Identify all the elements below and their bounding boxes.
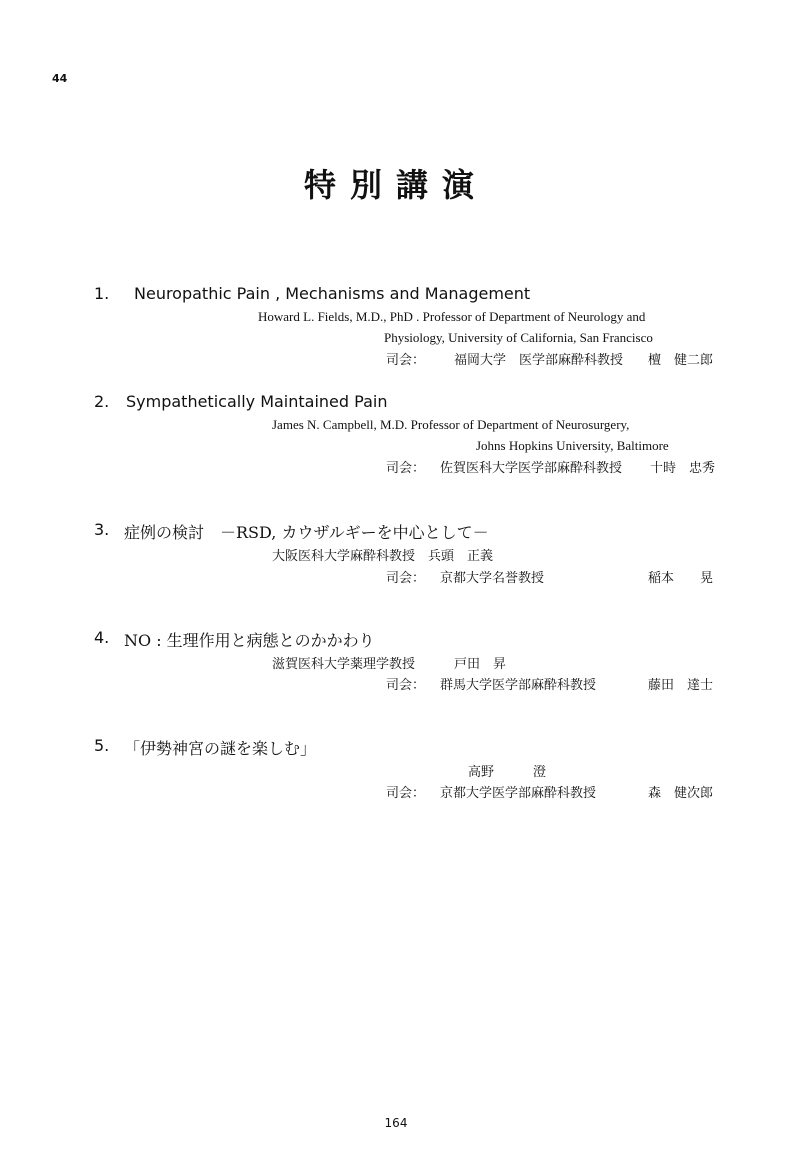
lecture-3-chair-name: 稲本 晃 — [648, 571, 714, 586]
lecture-1-number: 1. — [94, 284, 110, 303]
lecture-1-speaker-line2: Physiology, University of California, San Francisco — [384, 330, 653, 345]
lecture-1-title: Neuropathic Pain , Mechanisms and Management — [134, 284, 531, 303]
lecture-4-title: NO : 生理作用と病態とのかかわり — [124, 631, 375, 650]
lecture-5-chair-name: 森 健次郎 — [648, 786, 714, 801]
lecture-1-chair-affiliation: 福岡大学 医学部麻酔科教授 — [454, 353, 624, 368]
lecture-2-number: 2. — [94, 392, 110, 411]
lecture-3-chair-label: 司会： — [386, 571, 426, 586]
lecture-1-chair-label: 司会： — [386, 353, 426, 368]
lecture-2-title: Sympathetically Maintained Pain — [126, 392, 388, 411]
lecture-3-chair-affiliation: 京都大学名誉教授 — [440, 571, 545, 586]
lecture-4-number: 4. — [94, 628, 110, 647]
page-number-bottom: 164 — [384, 1116, 408, 1130]
lecture-4-chair-label: 司会： — [386, 678, 426, 693]
page-number-top: 44 — [52, 72, 68, 85]
lecture-2-speaker-line1: James N. Campbell, M.D. Professor of Department of Neurosurgery, — [272, 417, 630, 432]
lecture-3-number: 3. — [94, 520, 110, 539]
page-title: 特別講演 — [303, 166, 488, 204]
lecture-3-title: 症例の検討 －RSD, カウザルギーを中心として－ — [124, 523, 489, 542]
lecture-4-speaker-line1: 滋賀医科大学薬理学教授 戸田 昇 — [272, 657, 507, 672]
lecture-5-chair-affiliation: 京都大学医学部麻酔科教授 — [440, 786, 597, 801]
lecture-5-speaker-line1: 高野 澄 — [468, 765, 547, 780]
lecture-5-title: 「伊勢神宮の謎を楽しむ」 — [124, 739, 317, 758]
lecture-3-speaker-line1: 大阪医科大学麻酔科教授 兵頭 正義 — [272, 549, 494, 564]
lecture-2-speaker-line2: Johns Hopkins University, Baltimore — [476, 438, 669, 453]
lecture-4-chair-affiliation: 群馬大学医学部麻酔科教授 — [440, 678, 597, 693]
lecture-1-chair-name: 檀 健二郎 — [648, 353, 714, 368]
lecture-5-number: 5. — [94, 736, 110, 755]
lecture-1-speaker-line1: Howard L. Fields, M.D., PhD . Professor of Department of Neurology and — [258, 309, 646, 324]
lecture-2-chair-affiliation: 佐賀医科大学医学部麻酔科教授 — [440, 461, 623, 476]
lecture-2-chair-label: 司会： — [386, 461, 426, 476]
lecture-2-chair-name: 十時 忠秀 — [650, 461, 716, 476]
lecture-5-chair-label: 司会： — [386, 786, 426, 801]
lecture-4-chair-name: 藤田 達士 — [648, 678, 714, 693]
